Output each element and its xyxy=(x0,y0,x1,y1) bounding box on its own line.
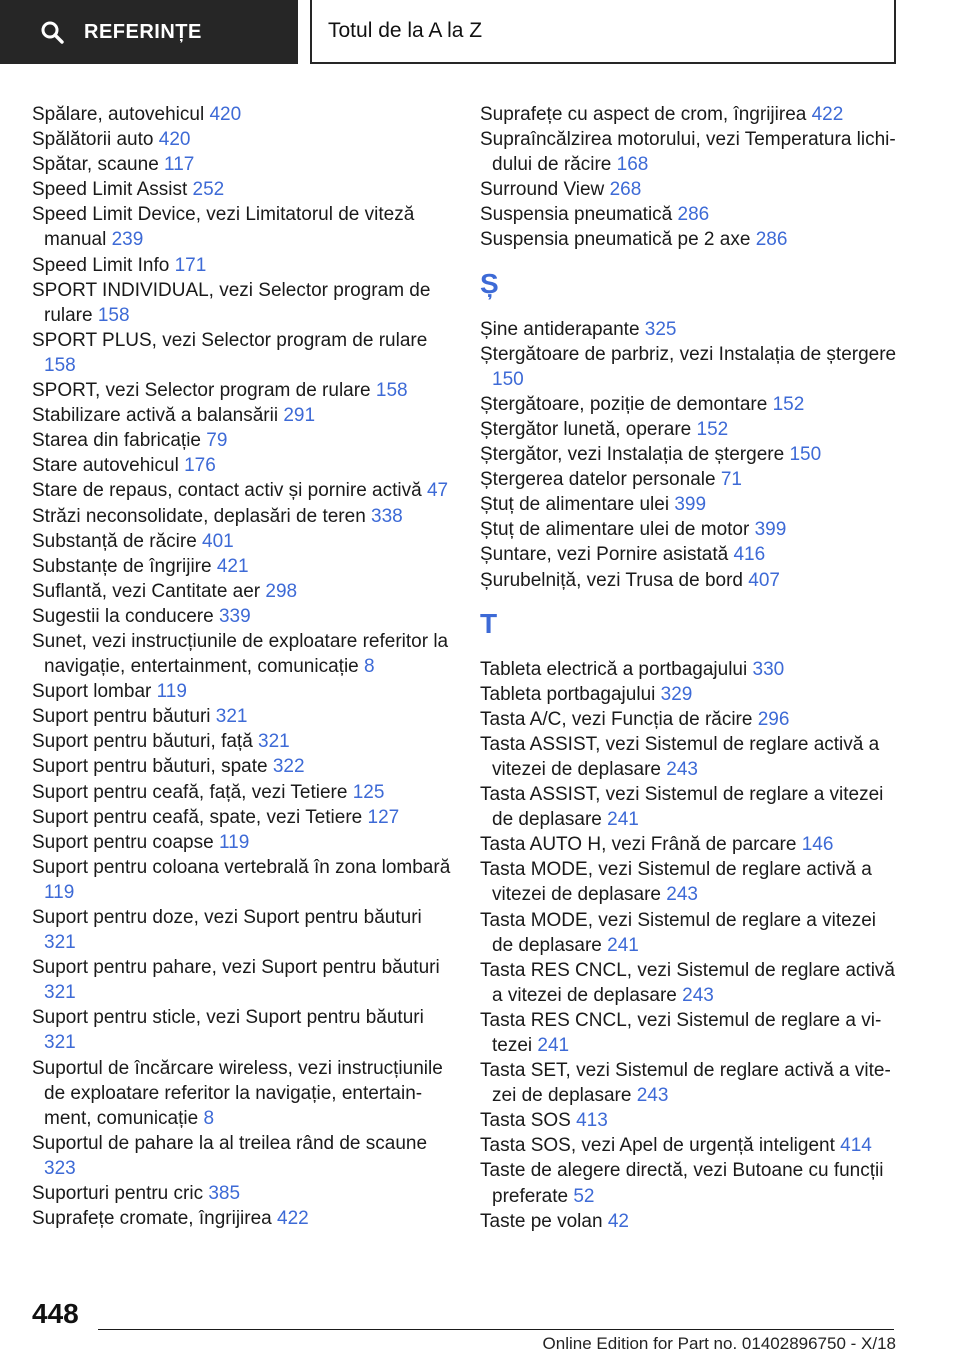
page-reference-link[interactable]: 150 xyxy=(789,444,822,466)
page-reference-link[interactable]: 385 xyxy=(208,1183,241,1205)
page-reference-link[interactable]: 286 xyxy=(677,204,710,226)
index-entry xyxy=(480,542,900,567)
page-reference-link[interactable]: 117 xyxy=(164,154,195,176)
page-reference-link[interactable]: 241 xyxy=(537,1035,570,1056)
page-reference-link[interactable]: 52 xyxy=(573,1185,595,1207)
index-entry xyxy=(32,629,452,679)
index-entry xyxy=(32,428,452,453)
page-reference-link[interactable]: 298 xyxy=(265,580,298,602)
page-reference-link[interactable]: 329 xyxy=(660,683,693,705)
index-entry-text: Suport pentru băuturi xyxy=(32,706,216,728)
page-reference-link[interactable]: 407 xyxy=(748,569,780,591)
index-column-right xyxy=(480,102,900,1234)
index-entry xyxy=(480,857,900,907)
index-entry xyxy=(32,704,452,729)
search-icon xyxy=(40,19,66,45)
page-reference-link[interactable]: 420 xyxy=(209,104,242,125)
index-entry-text: Suport pentru ceafă, spate, vezi Tetiere xyxy=(32,806,368,828)
index-entry-text: SPORT PLUS, vezi Selector program de rulare xyxy=(32,329,428,351)
index-entry-text: Tasta MODE, vezi Sistemul de reglare activă a vitezei de deplasare xyxy=(480,859,872,906)
index-entry-text: Suport pentru băuturi, spate xyxy=(32,756,273,778)
page-reference-link[interactable]: 158 xyxy=(375,380,408,402)
index-entry xyxy=(480,1108,900,1133)
page-reference-link[interactable]: 176 xyxy=(184,455,216,477)
index-entry xyxy=(480,568,900,593)
page-reference-link[interactable]: 422 xyxy=(811,104,844,125)
chapter-tab[interactable] xyxy=(310,0,896,64)
section-tab-referinte[interactable] xyxy=(0,0,298,64)
page-number: 448 xyxy=(32,1298,79,1329)
page-reference-link[interactable]: 71 xyxy=(720,469,742,491)
index-entry-text: Suport lombar xyxy=(32,681,157,703)
page-reference-link[interactable]: 127 xyxy=(367,806,400,828)
index-entry-text: Spătar, scaune xyxy=(32,154,165,176)
index-entry-text: Suprafețe cromate, îngrijirea xyxy=(32,1208,278,1230)
index-entry-text: Stabilizare activă a balansării xyxy=(32,405,284,427)
page-reference-link[interactable]: 268 xyxy=(609,179,642,201)
page-reference-link[interactable]: 420 xyxy=(158,129,191,151)
index-entry-text: Suport pentru doze, vezi Suport pentru băuturi xyxy=(32,907,422,928)
index-entry xyxy=(32,1181,452,1206)
index-entry-text: Tasta MODE, vezi Sistemul de reglare a vitezei de deplasare xyxy=(480,909,876,956)
index-entry xyxy=(480,492,900,517)
page-reference-link[interactable]: 339 xyxy=(218,605,251,627)
page-reference-link[interactable]: 42 xyxy=(607,1210,629,1232)
index-entry xyxy=(480,1158,900,1208)
page-reference-link[interactable]: 119 xyxy=(156,681,187,703)
page-reference-link[interactable]: 401 xyxy=(202,530,234,552)
index-entry-text: Speed Limit Device, vezi Limitatorul de viteză manual xyxy=(32,204,415,251)
index-entry-text: Ștergătoare, poziție de demontare xyxy=(480,393,773,415)
page-reference-link[interactable]: 422 xyxy=(277,1208,309,1230)
index-entry xyxy=(32,127,452,152)
section-label: REFERINȚE xyxy=(84,20,202,43)
index-entry xyxy=(480,1058,900,1108)
index-entry-text: Tasta AUTO H, vezi Frână de parcare xyxy=(480,834,802,856)
page-reference-link[interactable]: 421 xyxy=(216,555,249,577)
index-entry-text: Ștuț de alimentare ulei xyxy=(480,494,675,516)
index-entry-text: Suport pentru pahare, vezi Suport pentru băuturi xyxy=(32,957,440,979)
index-entry xyxy=(32,905,452,955)
index-entry xyxy=(32,955,452,1005)
page-reference-link[interactable]: 119 xyxy=(218,831,250,853)
index-entry xyxy=(32,328,452,378)
index-entry-text: Tableta portbagajului xyxy=(480,683,661,705)
index-entry-text: Străzi neconsolidate, deplasări de teren xyxy=(32,505,372,527)
chapter-title: Totul de la A la Z xyxy=(328,19,483,42)
index-entry-text: Spălătorii auto xyxy=(32,129,159,151)
page-reference-link[interactable]: 239 xyxy=(111,229,144,251)
page-reference-link[interactable]: 296 xyxy=(757,708,790,730)
index-entry xyxy=(32,278,452,328)
index-entry-text: Spălare, autovehicul xyxy=(32,104,210,125)
index-entry xyxy=(32,1005,452,1055)
index-entry-text: Suspensia pneumatică xyxy=(480,204,678,226)
index-entry-text: Suprafețe cu aspect de crom, îngrijirea xyxy=(480,104,812,125)
page-reference-link[interactable]: 241 xyxy=(607,809,639,831)
index-entry-text: Taste de alegere directă, vezi Butoane cu funcții preferate xyxy=(480,1160,884,1207)
index-entry xyxy=(32,378,452,403)
index-entry-text: Suporturi pentru cric xyxy=(32,1183,209,1205)
index-entry xyxy=(480,1008,900,1058)
page-reference-link[interactable]: 158 xyxy=(97,304,130,326)
page-reference-link[interactable]: 252 xyxy=(192,179,225,201)
index-entry xyxy=(32,554,452,579)
index-entry xyxy=(480,342,900,392)
index-group-sh xyxy=(480,317,900,593)
index-entry-text: Suport pentru băuturi, față xyxy=(32,731,259,753)
index-entry xyxy=(32,403,452,428)
index-entry-text: Tasta RES CNCL, vezi Sistemul de reglare a vitezei xyxy=(480,1009,882,1056)
index-entry xyxy=(480,707,900,732)
index-entry xyxy=(32,754,452,779)
index-entry xyxy=(32,453,452,478)
index-entry-text: Suport pentru coloana vertebrală în zona lombară xyxy=(32,856,451,878)
index-entry-text: Taste pe volan xyxy=(480,1210,608,1232)
index-entry-text: Ștergerea datelor personale xyxy=(480,469,721,491)
index-entry-text: Suflantă, vezi Cantitate aer xyxy=(32,580,266,602)
page-reference-link[interactable]: 243 xyxy=(666,758,698,780)
page-reference-link[interactable]: 168 xyxy=(616,154,649,176)
index-entry-text: Starea din fabricație xyxy=(32,430,207,452)
page-reference-link[interactable]: 243 xyxy=(666,884,698,906)
index-entry-text: Șine antiderapante xyxy=(480,318,645,340)
page-reference-link[interactable]: 47 xyxy=(426,480,449,502)
page-reference-link[interactable]: 146 xyxy=(801,834,834,856)
page-reference-link[interactable]: 330 xyxy=(752,658,785,680)
index-entry xyxy=(480,392,900,417)
index-entry xyxy=(480,517,900,542)
index-entry-text: Ștergător, vezi Instalația de ștergere xyxy=(480,444,790,466)
index-entry xyxy=(480,1209,900,1234)
index-entry xyxy=(32,780,452,805)
index-entry xyxy=(480,832,900,857)
page-reference-link[interactable]: 321 xyxy=(44,1032,76,1054)
index-entry xyxy=(32,729,452,754)
index-entry-text: Suspensia pneumatică pe 2 axe xyxy=(480,229,756,251)
index-entry-text: Speed Limit Assist xyxy=(32,179,193,201)
index-entry xyxy=(480,442,900,467)
index-entry-text: Speed Limit Info xyxy=(32,254,175,276)
index-entry-text: Șurubelniță, vezi Trusa de bord xyxy=(480,569,749,591)
index-entry xyxy=(32,102,452,127)
index-entry-text: Ștergător lunetă, operare xyxy=(480,418,697,440)
index-entry xyxy=(480,1133,900,1158)
index-entry xyxy=(32,253,452,278)
index-entry-text: Sunet, vezi instrucțiunile de exploatare referitor la navigație, entertainment, comunicație xyxy=(32,630,449,678)
index-letter-heading-t: T xyxy=(480,607,498,639)
index-entry xyxy=(32,529,452,554)
index-entry-text: Substanțe de îngrijire xyxy=(32,555,217,577)
index-entry xyxy=(32,679,452,704)
index-entry xyxy=(480,102,900,127)
index-entry xyxy=(32,504,452,529)
page-reference-link[interactable]: 338 xyxy=(371,505,403,527)
page-reference-link[interactable]: 325 xyxy=(644,318,677,340)
index-entry xyxy=(32,1206,452,1231)
page-reference-link[interactable]: 8 xyxy=(203,1107,215,1129)
index-entry-text: Tasta SOS xyxy=(480,1110,577,1132)
page-reference-link[interactable]: 321 xyxy=(215,706,248,728)
page-reference-link[interactable]: 8 xyxy=(364,656,375,678)
index-entry xyxy=(32,579,452,604)
index-entry-text: Suportul de pahare la al treilea rând de scaune xyxy=(32,1132,428,1154)
index-entry-text: Sugestii la conducere xyxy=(32,605,219,627)
page-reference-link[interactable]: 321 xyxy=(44,982,76,1004)
page-header xyxy=(0,0,960,66)
index-column-left xyxy=(32,102,452,1231)
index-entry-text: Ștergătoare de parbriz, vezi Instalația de ștergere xyxy=(480,343,897,365)
index-entry-text: SPORT, vezi Selector program de rulare xyxy=(32,380,376,402)
page-reference-link[interactable]: 323 xyxy=(44,1157,76,1179)
index-entry xyxy=(32,604,452,629)
index-entry-text: Supraîncălzirea motorului, vezi Temperatura lichidului de răcire xyxy=(480,129,896,176)
page-reference-link[interactable]: 125 xyxy=(352,781,385,803)
page-reference-link[interactable]: 243 xyxy=(636,1085,669,1107)
index-entry-text: Stare autovehicul xyxy=(32,455,185,477)
page-reference-link[interactable]: 158 xyxy=(44,354,76,376)
index-entry xyxy=(32,177,452,202)
index-entry-text: Suport pentru sticle, vezi Suport pentru băuturi xyxy=(32,1007,424,1029)
index-entry xyxy=(32,830,452,855)
index-entry-text: Ștuț de alimentare ulei de motor xyxy=(480,519,755,541)
index-entry xyxy=(480,202,900,227)
page-reference-link[interactable]: 171 xyxy=(174,254,207,276)
index-entry-text: Tasta ASSIST, vezi Sistemul de reglare a vitezei de deplasare xyxy=(480,784,884,831)
index-entry xyxy=(480,417,900,442)
page-reference-link[interactable]: 414 xyxy=(840,1135,872,1157)
page-reference-link[interactable]: 241 xyxy=(607,934,639,956)
index-entry xyxy=(480,958,900,1008)
page-reference-link[interactable]: 152 xyxy=(696,418,729,440)
index-entry xyxy=(480,467,900,492)
index-entry xyxy=(32,1131,452,1181)
index-entry xyxy=(480,908,900,958)
index-group-t xyxy=(480,657,900,1234)
index-entry-text: Tasta ASSIST, vezi Sistemul de reglare activă a vitezei de deplasare xyxy=(480,733,880,780)
page-reference-link[interactable]: 291 xyxy=(283,405,316,427)
index-entry xyxy=(32,152,452,177)
index-entry xyxy=(32,855,452,905)
page-reference-link[interactable]: 286 xyxy=(755,229,788,251)
page-reference-link[interactable]: 150 xyxy=(492,368,524,390)
page-reference-link[interactable]: 322 xyxy=(272,756,305,778)
page-reference-link[interactable]: 416 xyxy=(733,544,766,566)
index-entry-text: Tasta A/C, vezi Funcția de răcire xyxy=(480,708,758,730)
index-entry xyxy=(480,127,900,177)
index-entry-text: Tasta RES CNCL, vezi Sistemul de reglare activă a vitezei de deplasare xyxy=(480,959,895,1006)
page-reference-link[interactable]: 321 xyxy=(258,731,290,753)
index-entry xyxy=(480,682,900,707)
index-entry-text: Substanță de răcire xyxy=(32,530,203,552)
index-entry-text: Șuntare, vezi Pornire asistată xyxy=(480,544,734,566)
index-entry xyxy=(480,657,900,682)
footer-edition: Online Edition for Part no. 01402896750 - X/18 xyxy=(542,1334,896,1353)
page-reference-link[interactable]: 243 xyxy=(682,984,714,1006)
index-group-s-continued xyxy=(480,102,900,253)
index-entry xyxy=(32,202,452,252)
footer-divider xyxy=(98,1329,894,1330)
index-entry-text: Tasta SET, vezi Sistemul de reglare activă a vitezei de deplasare xyxy=(480,1060,891,1107)
index-entry xyxy=(32,805,452,830)
page-reference-link[interactable]: 321 xyxy=(44,932,76,954)
index-entry-text: Tableta electrică a portbagajului xyxy=(480,658,753,680)
index-entry xyxy=(480,317,900,342)
index-entry xyxy=(32,1056,452,1131)
index-entry xyxy=(480,732,900,782)
index-entry xyxy=(480,227,900,252)
index-entry-text: Suport pentru ceafă, față, vezi Tetiere xyxy=(32,781,353,803)
index-entry xyxy=(32,478,452,503)
index-entry xyxy=(480,177,900,202)
index-entry xyxy=(480,782,900,832)
page-reference-link[interactable]: 119 xyxy=(44,881,75,903)
page-reference-link[interactable]: 399 xyxy=(674,494,707,516)
page-reference-link[interactable]: 413 xyxy=(576,1110,608,1132)
index-letter-heading-sh: Ș xyxy=(480,267,499,299)
page-reference-link[interactable]: 152 xyxy=(772,393,805,415)
index-entry-text: SPORT INDIVIDUAL, vezi Selector program de rulare xyxy=(32,279,431,326)
index-entry-text: Tasta SOS, vezi Apel de urgență inteligent xyxy=(480,1135,841,1157)
index-entry-text: Suport pentru coapse xyxy=(32,831,219,853)
page-reference-link[interactable]: 79 xyxy=(206,430,228,452)
index-entry-text: Surround View xyxy=(480,179,610,201)
index-entry-text: Stare de repaus, contact activ și pornire activă xyxy=(32,480,427,502)
index-entry-text: Suportul de încărcare wireless, vezi instrucțiunile de exploatare referitor la navigație, entertainment, comunicație xyxy=(32,1057,443,1129)
page-reference-link[interactable]: 399 xyxy=(754,519,787,541)
